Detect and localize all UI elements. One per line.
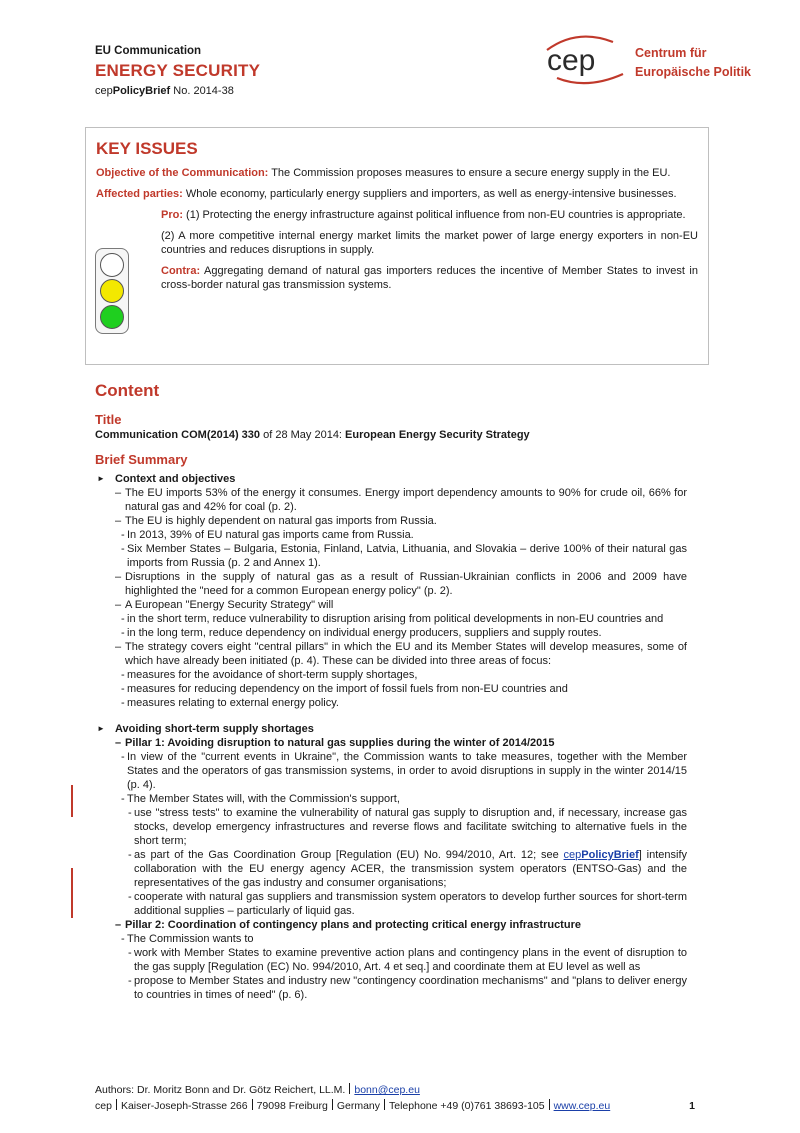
logo-wordmark: cep	[547, 44, 596, 77]
list-item: - in the short term, reduce vulnerability to disruption arising from political developments in non-EU countries and	[121, 613, 664, 625]
traffic-light-green	[100, 305, 124, 329]
footer-authors: Authors: Dr. Moritz Bonn and Dr. Götz Reichert, LL.M. bonn@cep.eu	[95, 1084, 420, 1096]
traffic-light-white	[100, 253, 124, 277]
pro-2: (2) A more competitive internal energy market limits the market power of large energy exporters in non-EU countries and reduces disruptions in supply.	[161, 230, 698, 256]
title-heading: Title	[95, 412, 122, 427]
list-item: – A European "Energy Security Strategy" will	[115, 599, 334, 611]
list-item: - cooperate with natural gas suppliers and transmission system operators to develop further sources for short-term additional supplies – particularly of liquid gas.	[128, 891, 687, 917]
page-footer	[95, 1082, 695, 1114]
policybrief-link[interactable]: cepPolicyBrief	[563, 849, 639, 861]
pillar-2-title: – Pillar 2: Coordination of contingency plans and protecting critical energy infrastructure	[115, 919, 581, 931]
affected-parties-paragraph: Affected parties: Whole economy, particularly energy suppliers and importers, as well as energy-intensive businesses.	[96, 188, 677, 200]
margin-change-bar	[71, 868, 73, 918]
title-line: Communication COM(2014) 330 of 28 May 2014: European Energy Security Strategy	[95, 429, 530, 441]
cep-logo-icon	[535, 30, 635, 88]
list-item: - The Member States will, with the Commission's support,	[121, 793, 400, 805]
list-item: – The EU imports 53% of the energy it consumes. Energy import dependency amounts to 90% for crude oil, 66% for natural gas and 42% for coal (p. 2).	[115, 487, 687, 513]
key-issues-box	[85, 127, 709, 365]
page-title: ENERGY SECURITY	[95, 61, 261, 80]
org-name: Centrum für Europäische Politik	[635, 46, 752, 79]
list-item: - in the long term, reduce dependency on individual energy producers, suppliers and supply routes.	[121, 627, 602, 639]
content-heading: Content	[95, 381, 160, 400]
list-item: – Disruptions in the supply of natural gas as a result of Russian-Ukrainian conflicts in 2006 and 2009 have highlighted the "need for a common European energy policy" (p. 2).	[115, 571, 687, 597]
page-number: 1	[689, 1100, 695, 1112]
key-issues-heading: KEY ISSUES	[96, 139, 198, 158]
brief-number: cepPolicyBrief No. 2014-38	[95, 85, 234, 97]
list-item: - propose to Member States and industry new "contingency coordination mechanisms" and "plans to deliver energy to countries in times of need" (p. 6).	[128, 975, 687, 1001]
list-item: - In 2013, 39% of EU natural gas imports came from Russia.	[121, 529, 414, 541]
footer-address: cep Kaiser-Joseph-Strasse 266 79098 Freiburg Germany Telephone +49 (0)761 38693-105 www.cep.eu	[95, 1100, 611, 1112]
pro-1: Pro: (1) Protecting the energy infrastructure against political influence from non-EU countries is appropriate.	[161, 209, 686, 221]
contra: Contra: Aggregating demand of natural gas importers reduces the incentive of Member States to invest in cross-border natural gas transmission systems.	[161, 265, 698, 291]
context-heading: ► Context and objectives	[97, 473, 236, 485]
list-item: - use "stress tests" to examine the vulnerability of natural gas supply to disruption and, if necessary, increase gas stocks, develop emergency infrastructures and reverse flows and facilitate switching to alternative fuels in the short term;	[128, 807, 687, 847]
traffic-light-icon	[95, 248, 129, 334]
list-item: - The Commission wants to	[121, 933, 254, 945]
brief-summary-heading: Brief Summary	[95, 452, 188, 467]
avoid-shortages-heading: ► Avoiding short-term supply shortages	[97, 723, 314, 735]
website-link[interactable]: www.cep.eu	[553, 1100, 611, 1112]
list-item: - In view of the "current events in Ukraine", the Commission wants to take measures, together with the Member States and the operators of gas transmission systems, in order to avoid disruptions in supply in the winter 2014/15 (p. 4).	[121, 751, 687, 791]
list-item: - measures for reducing dependency on the import of fossil fuels from non-EU countries and	[121, 683, 568, 695]
traffic-light-yellow	[100, 279, 124, 303]
objective-paragraph: Objective of the Communication: The Commission proposes measures to ensure a secure energy supply in the EU.	[96, 167, 671, 179]
list-item: – The strategy covers eight "central pillars" in which the EU and its Member States will develop measures, some of which have already been initiated (p. 4). These can be divided into three areas of focus:	[115, 641, 687, 667]
list-item: - measures relating to external energy policy.	[121, 697, 339, 709]
content-section	[95, 380, 687, 1002]
list-item: - measures for the avoidance of short-term supply shortages,	[121, 669, 418, 681]
document-type: EU Communication	[95, 45, 202, 57]
margin-change-bar	[71, 785, 73, 817]
list-item: – The EU is highly dependent on natural gas imports from Russia.	[115, 515, 437, 527]
list-item: - work with Member States to examine preventive action plans and contingency plans in the event of disruption to the gas supply [Regulation (EC) No. 994/2010, Art. 4 et seq.] and coordinate them at EU level as well as	[128, 947, 687, 973]
author-email-link[interactable]: bonn@cep.eu	[354, 1084, 420, 1096]
pillar-1-title: – Pillar 1: Avoiding disruption to natural gas supplies during the winter of 2014/2015	[115, 737, 555, 749]
list-item: - Six Member States – Bulgaria, Estonia, Finland, Latvia, Lithuania, and Slovakia – derive 100% of their natural gas imports from Russia (p. 2 and Annex 1).	[121, 543, 687, 569]
list-item: - as part of the Gas Coordination Group [Regulation (EU) No. 994/2010, Art. 12; see cepPolicyBrief] intensify collaboration with the EU energy agency ACER, the transmission system operators (ENTSO-Gas) and the representatives of the gas industry and consumer organisations;	[128, 849, 687, 889]
page-header	[95, 44, 752, 114]
